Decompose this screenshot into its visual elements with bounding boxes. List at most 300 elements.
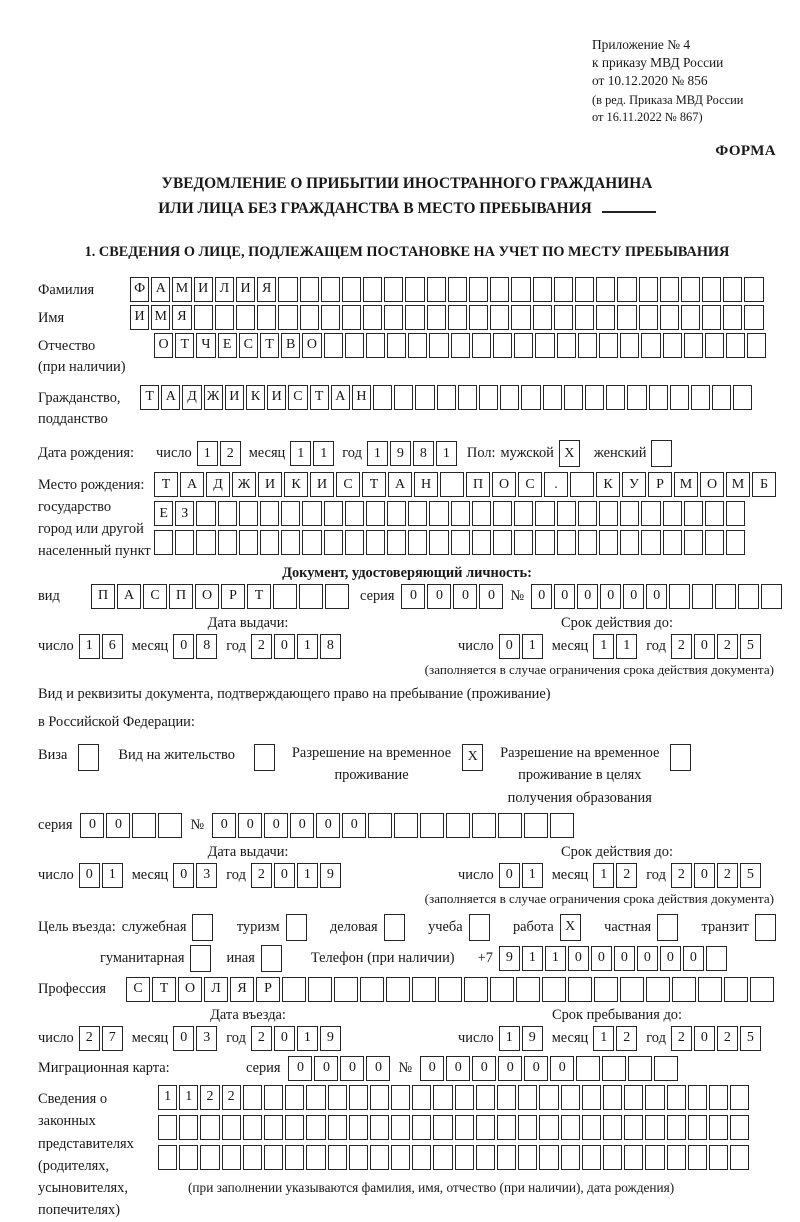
char-box (429, 530, 448, 555)
permit-number-label: № (190, 816, 205, 833)
permit-valid-year-cells (671, 863, 761, 888)
char-box (702, 305, 721, 330)
char-box: 0 (694, 1026, 715, 1051)
form-word: ФОРМА (715, 142, 776, 159)
char-box (349, 1085, 368, 1110)
char-box: 0 (550, 1056, 574, 1081)
char-box (264, 1085, 283, 1110)
char-box (239, 530, 258, 555)
char-box (324, 501, 343, 526)
char-box (306, 1115, 325, 1140)
char-box: 1 (593, 1026, 614, 1051)
permit-valid-until-label: Срок действия до: (561, 843, 673, 860)
char-box: 2 (222, 1085, 241, 1110)
char-box (437, 385, 456, 410)
char-box (557, 530, 576, 555)
char-box (646, 977, 670, 1002)
char-box (179, 1145, 198, 1170)
char-box (603, 1145, 622, 1170)
char-box: М (674, 472, 698, 497)
char-box (345, 333, 364, 358)
char-box (408, 333, 427, 358)
char-box: 0 (238, 813, 262, 838)
char-box (469, 914, 490, 941)
purpose-extra-row (100, 945, 776, 972)
char-box (451, 333, 470, 358)
char-box (158, 1115, 177, 1140)
char-box (698, 977, 722, 1002)
char-box (730, 1115, 749, 1140)
char-box (575, 305, 594, 330)
char-box (300, 305, 319, 330)
char-box (624, 1115, 643, 1140)
char-box: 2 (251, 634, 272, 659)
char-box (620, 530, 639, 555)
char-box: Т (260, 333, 279, 358)
char-box (726, 530, 745, 555)
char-box: Т (175, 333, 194, 358)
char-box (576, 1056, 600, 1081)
birthplace-label: Место рождения: государство город или другой населенный пункт (38, 477, 151, 559)
char-box (639, 277, 658, 302)
purpose-label: Цель въезда: (38, 918, 116, 935)
char-box (594, 977, 618, 1002)
surname-row (38, 277, 776, 302)
char-box (514, 333, 533, 358)
permit-issue-year-cells (251, 863, 341, 888)
char-box: 0 (623, 584, 644, 609)
char-box: Л (204, 977, 228, 1002)
char-box (533, 305, 552, 330)
char-box (663, 501, 682, 526)
char-box: 0 (637, 946, 658, 971)
char-box (302, 501, 321, 526)
visa-checkbox (78, 744, 99, 771)
char-box (349, 1145, 368, 1170)
char-box: 0 (340, 1056, 364, 1081)
permit-valid-month-cells (593, 863, 637, 888)
char-box: 0 (173, 863, 194, 888)
char-box: 0 (683, 946, 704, 971)
char-box (564, 385, 583, 410)
char-box: 1 (522, 863, 543, 888)
char-box: Ф (130, 277, 149, 302)
char-box (302, 530, 321, 555)
char-box (328, 1145, 347, 1170)
char-box (539, 1085, 558, 1110)
doc-dates-head (38, 615, 776, 632)
char-box: 0 (420, 1056, 444, 1081)
char-box (412, 977, 436, 1002)
citizenship-cells (140, 385, 752, 410)
char-box (500, 385, 519, 410)
entry-date-label: Дата въезда: (210, 1006, 286, 1023)
char-box: 0 (531, 584, 552, 609)
char-box (575, 277, 594, 302)
identity-doc-heading: Документ, удостоверяющий личность: (282, 564, 532, 581)
char-box: 2 (671, 634, 692, 659)
char-box (448, 305, 467, 330)
char-box (366, 530, 385, 555)
char-box (561, 1085, 580, 1110)
char-box (617, 277, 636, 302)
char-box (387, 333, 406, 358)
doc-type-cells (91, 584, 349, 609)
char-box (715, 584, 736, 609)
char-box: В (281, 333, 300, 358)
char-box (387, 530, 406, 555)
birth-month-cells (290, 441, 334, 466)
representatives-cells-row1 (158, 1085, 749, 1110)
char-box (306, 1085, 325, 1110)
profession-label: Профессия (38, 980, 106, 997)
char-box: X (560, 914, 581, 941)
char-box: Т (154, 472, 178, 497)
char-box: 2 (616, 1026, 637, 1051)
char-box (427, 305, 446, 330)
char-box: 9 (499, 946, 520, 971)
char-box: 0 (274, 634, 295, 659)
patronymic-note: (при наличии) (38, 359, 126, 376)
char-box: 1 (522, 634, 543, 659)
char-box (681, 277, 700, 302)
char-box (394, 813, 418, 838)
char-box (472, 333, 491, 358)
char-box (360, 977, 384, 1002)
char-box: М (172, 277, 191, 302)
char-box: Е (154, 501, 173, 526)
char-box: 3 (196, 1026, 217, 1051)
char-box (282, 977, 306, 1002)
char-box: И (258, 472, 282, 497)
char-box: 0 (173, 1026, 194, 1051)
char-box (78, 744, 99, 771)
char-box: К (246, 385, 265, 410)
char-box (408, 501, 427, 526)
char-box: 2 (220, 441, 241, 466)
section1-heading: 1. СВЕДЕНИЯ О ЛИЦЕ, ПОДЛЕЖАЩЕМ ПОСТАНОВКЕ НА УЧЕТ ПО МЕСТУ ПРЕБЫВАНИЯ (84, 243, 730, 260)
char-box (236, 305, 255, 330)
char-box (738, 584, 759, 609)
char-box (260, 530, 279, 555)
char-box: Т (310, 385, 329, 410)
char-box (222, 1145, 241, 1170)
doc-series-label: серия (360, 587, 395, 604)
entry-day-cells (79, 1026, 123, 1051)
char-box (750, 977, 774, 1002)
edu-permit-label: Разрешение на временное проживание в целях получения образования (500, 744, 660, 806)
char-box (755, 914, 776, 941)
ref-edition-line: (в ред. Приказа МВД России (592, 93, 744, 108)
char-box (222, 1115, 241, 1140)
char-box (154, 530, 173, 555)
permit-validity-note: (заполняется в случае ограничения срока действия документа) (424, 890, 774, 906)
char-box: . (544, 472, 568, 497)
char-box (472, 530, 491, 555)
char-box: 2 (616, 863, 637, 888)
char-box: С (126, 977, 150, 1002)
char-box (628, 1056, 652, 1081)
char-box: П (466, 472, 490, 497)
char-box: Т (362, 472, 386, 497)
char-box (660, 305, 679, 330)
char-box (521, 385, 540, 410)
char-box: 0 (106, 813, 130, 838)
char-box (670, 385, 689, 410)
char-box: Т (247, 584, 271, 609)
char-box (663, 333, 682, 358)
purpose-other-checkbox (261, 945, 282, 972)
given-name-label: Имя (38, 309, 65, 326)
doc-issue-date-label: Дата выдачи: (207, 614, 289, 631)
entry-dates-head (38, 1007, 776, 1024)
char-box (384, 914, 405, 941)
char-box (286, 914, 307, 941)
char-box (405, 277, 424, 302)
char-box: 0 (401, 584, 425, 609)
char-box (493, 530, 512, 555)
purpose-work-checkbox (560, 914, 581, 941)
char-box (654, 1056, 678, 1081)
char-box (440, 472, 464, 497)
char-box (603, 1115, 622, 1140)
char-box: 0 (499, 863, 520, 888)
char-box (433, 1115, 452, 1140)
char-box (448, 277, 467, 302)
char-box: 0 (577, 584, 598, 609)
char-box (712, 385, 731, 410)
char-box (386, 977, 410, 1002)
char-box (391, 1145, 410, 1170)
char-box: 2 (717, 1026, 738, 1051)
purpose-business-checkbox (384, 914, 405, 941)
surname-label: Фамилия (38, 281, 95, 298)
ref-edition-line: от 16.11.2022 № 867) (592, 109, 703, 124)
char-box (328, 1115, 347, 1140)
day-label: число (156, 445, 192, 462)
char-box: И (130, 305, 149, 330)
char-box (490, 305, 509, 330)
char-box: С (239, 333, 258, 358)
char-box: М (151, 305, 170, 330)
char-box: 1 (297, 1026, 318, 1051)
char-box: 9 (390, 441, 411, 466)
temp-permit-checkbox (462, 744, 483, 771)
char-box (497, 1085, 516, 1110)
char-box (497, 1115, 516, 1140)
char-box: 0 (498, 1056, 522, 1081)
char-box (723, 277, 742, 302)
permit-series-label: серия (38, 816, 73, 833)
char-box (498, 813, 522, 838)
char-box (535, 333, 554, 358)
char-box (691, 385, 710, 410)
char-box: 0 (660, 946, 681, 971)
char-box (518, 1085, 537, 1110)
char-box: Я (172, 305, 191, 330)
char-box: 1 (313, 441, 334, 466)
char-box (730, 1085, 749, 1110)
char-box (582, 1145, 601, 1170)
mig-series-cells (288, 1056, 390, 1081)
entry-month-cells (173, 1026, 217, 1051)
birth-day-cells (197, 441, 241, 466)
permit-issue-day-cells (79, 863, 123, 888)
sex-male-checkbox (559, 440, 580, 467)
char-box (299, 584, 323, 609)
char-box: 1 (297, 634, 318, 659)
char-box: 5 (740, 634, 761, 659)
char-box (373, 385, 392, 410)
residence-permit-checkbox (254, 744, 275, 771)
char-box (535, 501, 554, 526)
char-box: А (388, 472, 412, 497)
char-box (617, 305, 636, 330)
char-box (273, 584, 297, 609)
surname-cells (130, 277, 764, 302)
char-box: 1 (158, 1085, 177, 1110)
char-box (747, 333, 766, 358)
char-box (660, 277, 679, 302)
char-box (578, 333, 597, 358)
char-box: X (462, 744, 483, 771)
doc-valid-day-cells (499, 634, 543, 659)
doc-type-label: вид (38, 587, 60, 604)
char-box (479, 385, 498, 410)
char-box (599, 530, 618, 555)
permit-series-cells (80, 813, 182, 838)
char-box (387, 501, 406, 526)
char-box (667, 1085, 686, 1110)
char-box (681, 305, 700, 330)
birthplace-block (38, 472, 776, 563)
char-box (391, 1085, 410, 1110)
stay-day-cells (499, 1026, 543, 1051)
char-box (132, 813, 156, 838)
char-box: Р (256, 977, 280, 1002)
char-box: С (143, 584, 167, 609)
ref-line: Приложение № 4 (592, 37, 691, 52)
char-box (366, 501, 385, 526)
char-box (603, 1085, 622, 1110)
char-box: Л (215, 277, 234, 302)
entry-purpose-row (38, 914, 776, 941)
doc-series-cells (401, 584, 503, 609)
char-box (190, 945, 211, 972)
char-box: 0 (472, 1056, 496, 1081)
char-box: 0 (591, 946, 612, 971)
char-box (514, 530, 533, 555)
char-box: 0 (524, 1056, 548, 1081)
char-box (328, 1085, 347, 1110)
char-box (599, 333, 618, 358)
mig-series-label: серия (246, 1059, 281, 1076)
purpose-study-label: учеба (428, 918, 463, 935)
char-box (550, 813, 574, 838)
char-box (257, 305, 276, 330)
char-box (469, 305, 488, 330)
birthplace-cells-row2 (154, 501, 776, 526)
char-box (649, 385, 668, 410)
char-box (672, 977, 696, 1002)
char-box (624, 1085, 643, 1110)
char-box (196, 501, 215, 526)
char-box: 0 (427, 584, 451, 609)
residence-permit-options-row (38, 742, 776, 809)
patronymic-cells (154, 333, 766, 358)
char-box (688, 1085, 707, 1110)
ref-line: от 10.12.2020 № 856 (592, 72, 708, 88)
char-box: 0 (694, 863, 715, 888)
char-box: 0 (694, 634, 715, 659)
char-box (455, 1115, 474, 1140)
char-box: 1 (545, 946, 566, 971)
char-box (278, 305, 297, 330)
char-box (543, 385, 562, 410)
sex-female-checkbox (651, 440, 672, 467)
char-box (391, 1115, 410, 1140)
char-box (518, 1115, 537, 1140)
char-box: П (91, 584, 115, 609)
char-box: 1 (297, 863, 318, 888)
phone-code: +7 (477, 949, 493, 966)
purpose-private-checkbox (657, 914, 678, 941)
char-box (175, 530, 194, 555)
title-blank-underline (602, 200, 656, 213)
permit-issue-date-label: Дата выдачи: (207, 843, 289, 860)
residence-doc-line2: в Российской Федерации: (38, 714, 195, 731)
char-box (688, 1145, 707, 1170)
char-box: 1 (79, 634, 100, 659)
char-box: 8 (413, 441, 434, 466)
char-box (761, 584, 782, 609)
char-box (300, 277, 319, 302)
char-box (641, 501, 660, 526)
char-box: 0 (342, 813, 366, 838)
visa-label: Виза (38, 746, 68, 763)
char-box (179, 1115, 198, 1140)
char-box (384, 277, 403, 302)
char-box (215, 305, 234, 330)
char-box (451, 530, 470, 555)
char-box: 9 (522, 1026, 543, 1051)
char-box (706, 946, 727, 971)
char-box (490, 977, 514, 1002)
char-box (651, 440, 672, 467)
char-box (744, 277, 763, 302)
char-box (321, 277, 340, 302)
char-box (726, 333, 745, 358)
permit-issue-month-cells (173, 863, 217, 888)
char-box: 1 (197, 441, 218, 466)
entry-dates-row: число 2 7 месяц 0 3 год 2 0 1 9 число 1 9 месяц 1 2 год 2 0 2 5 (38, 1026, 776, 1051)
char-box (239, 501, 258, 526)
char-box (366, 333, 385, 358)
char-box (420, 813, 444, 838)
char-box (669, 584, 690, 609)
char-box (427, 277, 446, 302)
char-box: А (151, 277, 170, 302)
char-box (709, 1145, 728, 1170)
char-box (363, 305, 382, 330)
char-box (641, 333, 660, 358)
char-box (667, 1115, 686, 1140)
char-box: 0 (274, 863, 295, 888)
char-box: Б (752, 472, 776, 497)
char-box (476, 1115, 495, 1140)
doc-number-cells (531, 584, 782, 609)
char-box (557, 333, 576, 358)
